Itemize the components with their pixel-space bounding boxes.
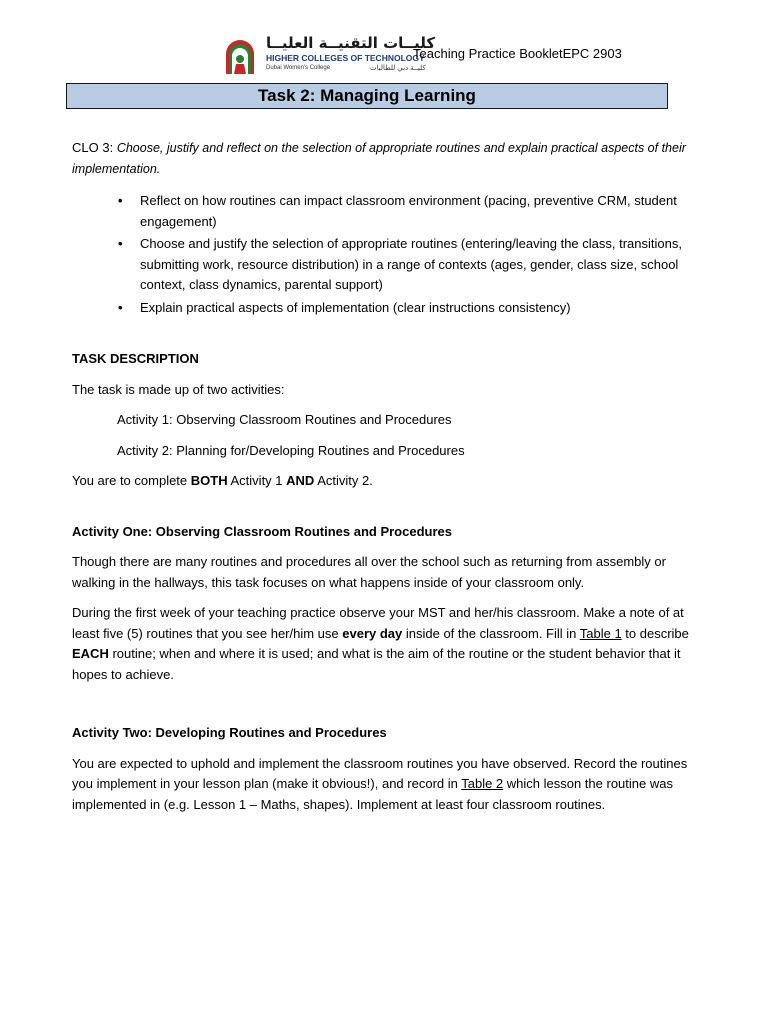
activity-one-heading: Activity One: Observing Classroom Routines and Procedures [72,523,452,539]
para2-c: to describe [621,625,689,641]
page-content [72,138,702,815]
activity-1-line: Activity 1: Observing Classroom Routines and Procedures [117,412,452,427]
activity-one-para2 [72,603,702,685]
para-b: which lesson the routine was implemented in (e.g. Lesson 1 – Maths, shapes). Implement at least four classroom routines. [72,776,673,812]
list-item: • Choose and justify the selection of appropriate routines (entering/leaving the class, transitions, submitting work, resource distribution) in a range of contexts (ages, gender, class size, school context, class dynamics, parental support) [140,234,702,296]
complete-and: AND [286,473,315,488]
table-1-reference: Table 1 [579,625,622,641]
para2-every-day: every day [342,625,403,641]
college-emblem-icon [220,36,260,76]
activity-2-line: Activity 2: Planning for/Developing Routines and Procedures [117,442,465,458]
clo-text: Choose, justify and reflect on the selection of appropriate routines and explain practical aspects of their implementation. [72,141,686,176]
complete-both-line [72,471,702,492]
clo-label: CLO 3: [72,140,114,155]
activity-two-heading: Activity Two: Developing Routines and Procedures [72,725,387,740]
para2-each: EACH [72,646,109,661]
logo-college-name-arabic: كليــة دبي للطالبات [370,65,426,72]
clo-bullet-list [72,191,702,318]
para2-d: routine; when and where it is used; and what is the aim of the routine or the student behavior that it hopes to achieve. [72,646,681,682]
para2-a: During the first week of your teaching practice observe your MST and her/his classroom. Make a note of at least five (5) routines that you see her/him use [72,605,684,641]
logo-english-text: HIGHER COLLEGES OF TECHNOLOGY [266,53,425,63]
table-2-reference: Table 2 [461,776,504,791]
task-intro: The task is made up of two activities: [72,381,285,397]
booklet-title: Teaching Practice BookletEPC 2903 [413,46,622,61]
activity-one-para1: Though there are many routines and procedures all over the school such as returning from assembly or walking in the hallways, this task focuses on what happens inside of your classroom only. [72,554,666,590]
task-banner: Task 2: Managing Learning [66,83,668,109]
complete-suffix: Activity 2. [314,473,373,488]
para2-b: inside of the classroom. Fill in [402,625,580,641]
logo-arabic-text: كليــات التقنيــة العليــا [266,34,436,52]
complete-prefix: You are to complete [72,473,191,488]
task-description-heading: TASK DESCRIPTION [72,351,199,366]
list-item: • Explain practical aspects of implementation (clear instructions consistency) [140,298,702,319]
logo-college-name: Dubai Women's College [266,65,331,71]
complete-mid: Activity 1 [227,473,287,488]
activity-two-para [72,754,702,816]
para-a: You are expected to uphold and implement the classroom routines you have observed. Record the routines you implement in your lesson plan (make it obvious!), and record in [72,755,688,791]
list-item: • Reflect on how routines can impact classroom environment (pacing, preventive CRM, student engagement) [140,191,702,232]
complete-both: BOTH [190,473,228,488]
clo-statement [72,138,702,179]
